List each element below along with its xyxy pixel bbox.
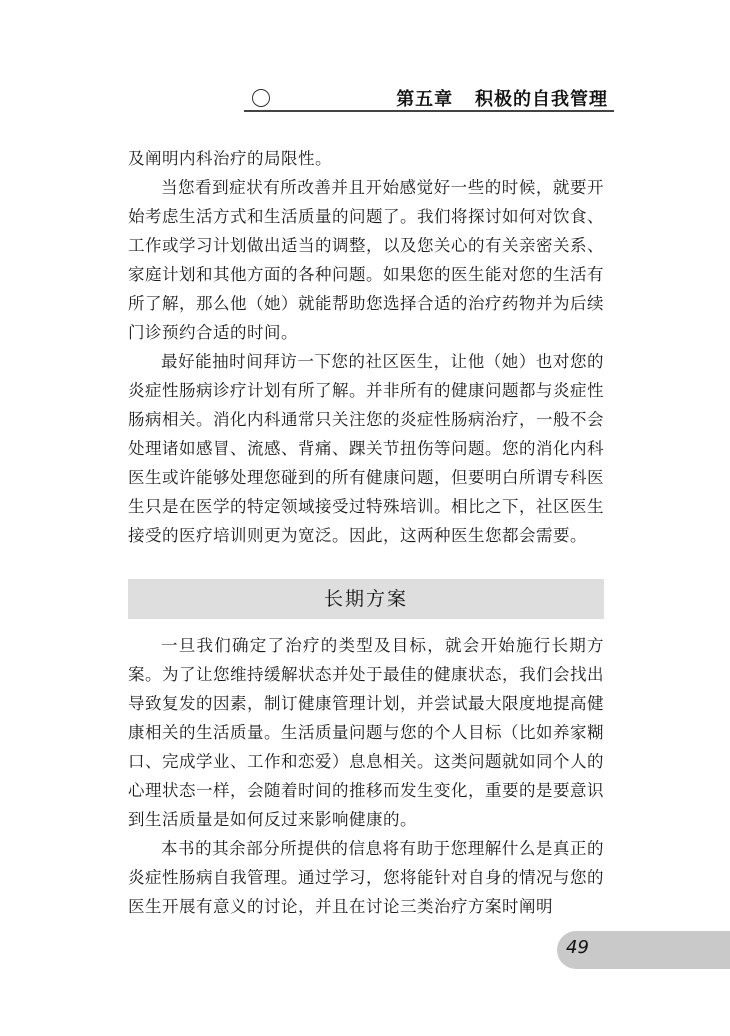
chapter-header: [244, 82, 614, 112]
section-heading: 长期方案: [128, 579, 604, 619]
paragraph-long-term-plan: 一旦我们确定了治疗的类型及目标，就会开始施行长期方案。为了让您维持缓解状态并处于最佳的健康状态，我们会找出导致复发的因素，制订健康管理计划，并尝试最大限度地提高健康相关的生活质量。生活质量问题与您的个人目标（比如养家糊口、完成学业、工作和恋爱）息息相关。这类问题就如同个人的心理状态一样，会随着时间的推移而发生变化，重要的是要意识到生活质量是如何反过来影响健康的。: [128, 636, 604, 829]
paragraph-self-management: 本书的其余部分所提供的信息将有助于您理解什么是真正的炎症性肠病自我管理。通过学习，您将能针对自身的情况与您的医生开展有意义的讨论，并且在讨论三类治疗方案时阐明: [128, 839, 604, 916]
header-rule: [244, 110, 614, 112]
page-number: 49: [566, 937, 589, 958]
paragraph-lifestyle: 当您看到症状有所改善并且开始感觉好一些的时候，就要开始考虑生活方式和生活质量的问题了。我们将探讨如何对饮食、工作或学习计划做出适当的调整，以及您关心的有关亲密关系、家庭计划和其他方面的各种问题。如果您的医生能对您的生活有所了解，那么他（她）就能帮助您选择合适的治疗药物并为后续门诊预约合适的时间。: [128, 178, 604, 342]
paragraph-continuation: 及阐明内科治疗的局限性。: [128, 149, 332, 168]
paragraph-community-doctor: 最好能抽时间拜访一下您的社区医生，让他（她）也对您的炎症性肠病诊疗计划有所了解。并非所有的健康问题都与炎症性肠病相关。消化内科通常只关注您的炎症性肠病治疗，一般不会处理诸如感冒、流感、背痛、踝关节扭伤等问题。您的消化内科医生或许能够处理您碰到的所有健康问题，但要明白所谓专科医生只是在医学的特定领域接受过特殊培训。相比之下，社区医生接受的医疗培训则更为宽泛。因此，这两种医生您都会需要。: [128, 352, 604, 545]
circle-icon: [252, 89, 270, 107]
chapter-title: 第五章 积极的自我管理: [396, 89, 608, 110]
